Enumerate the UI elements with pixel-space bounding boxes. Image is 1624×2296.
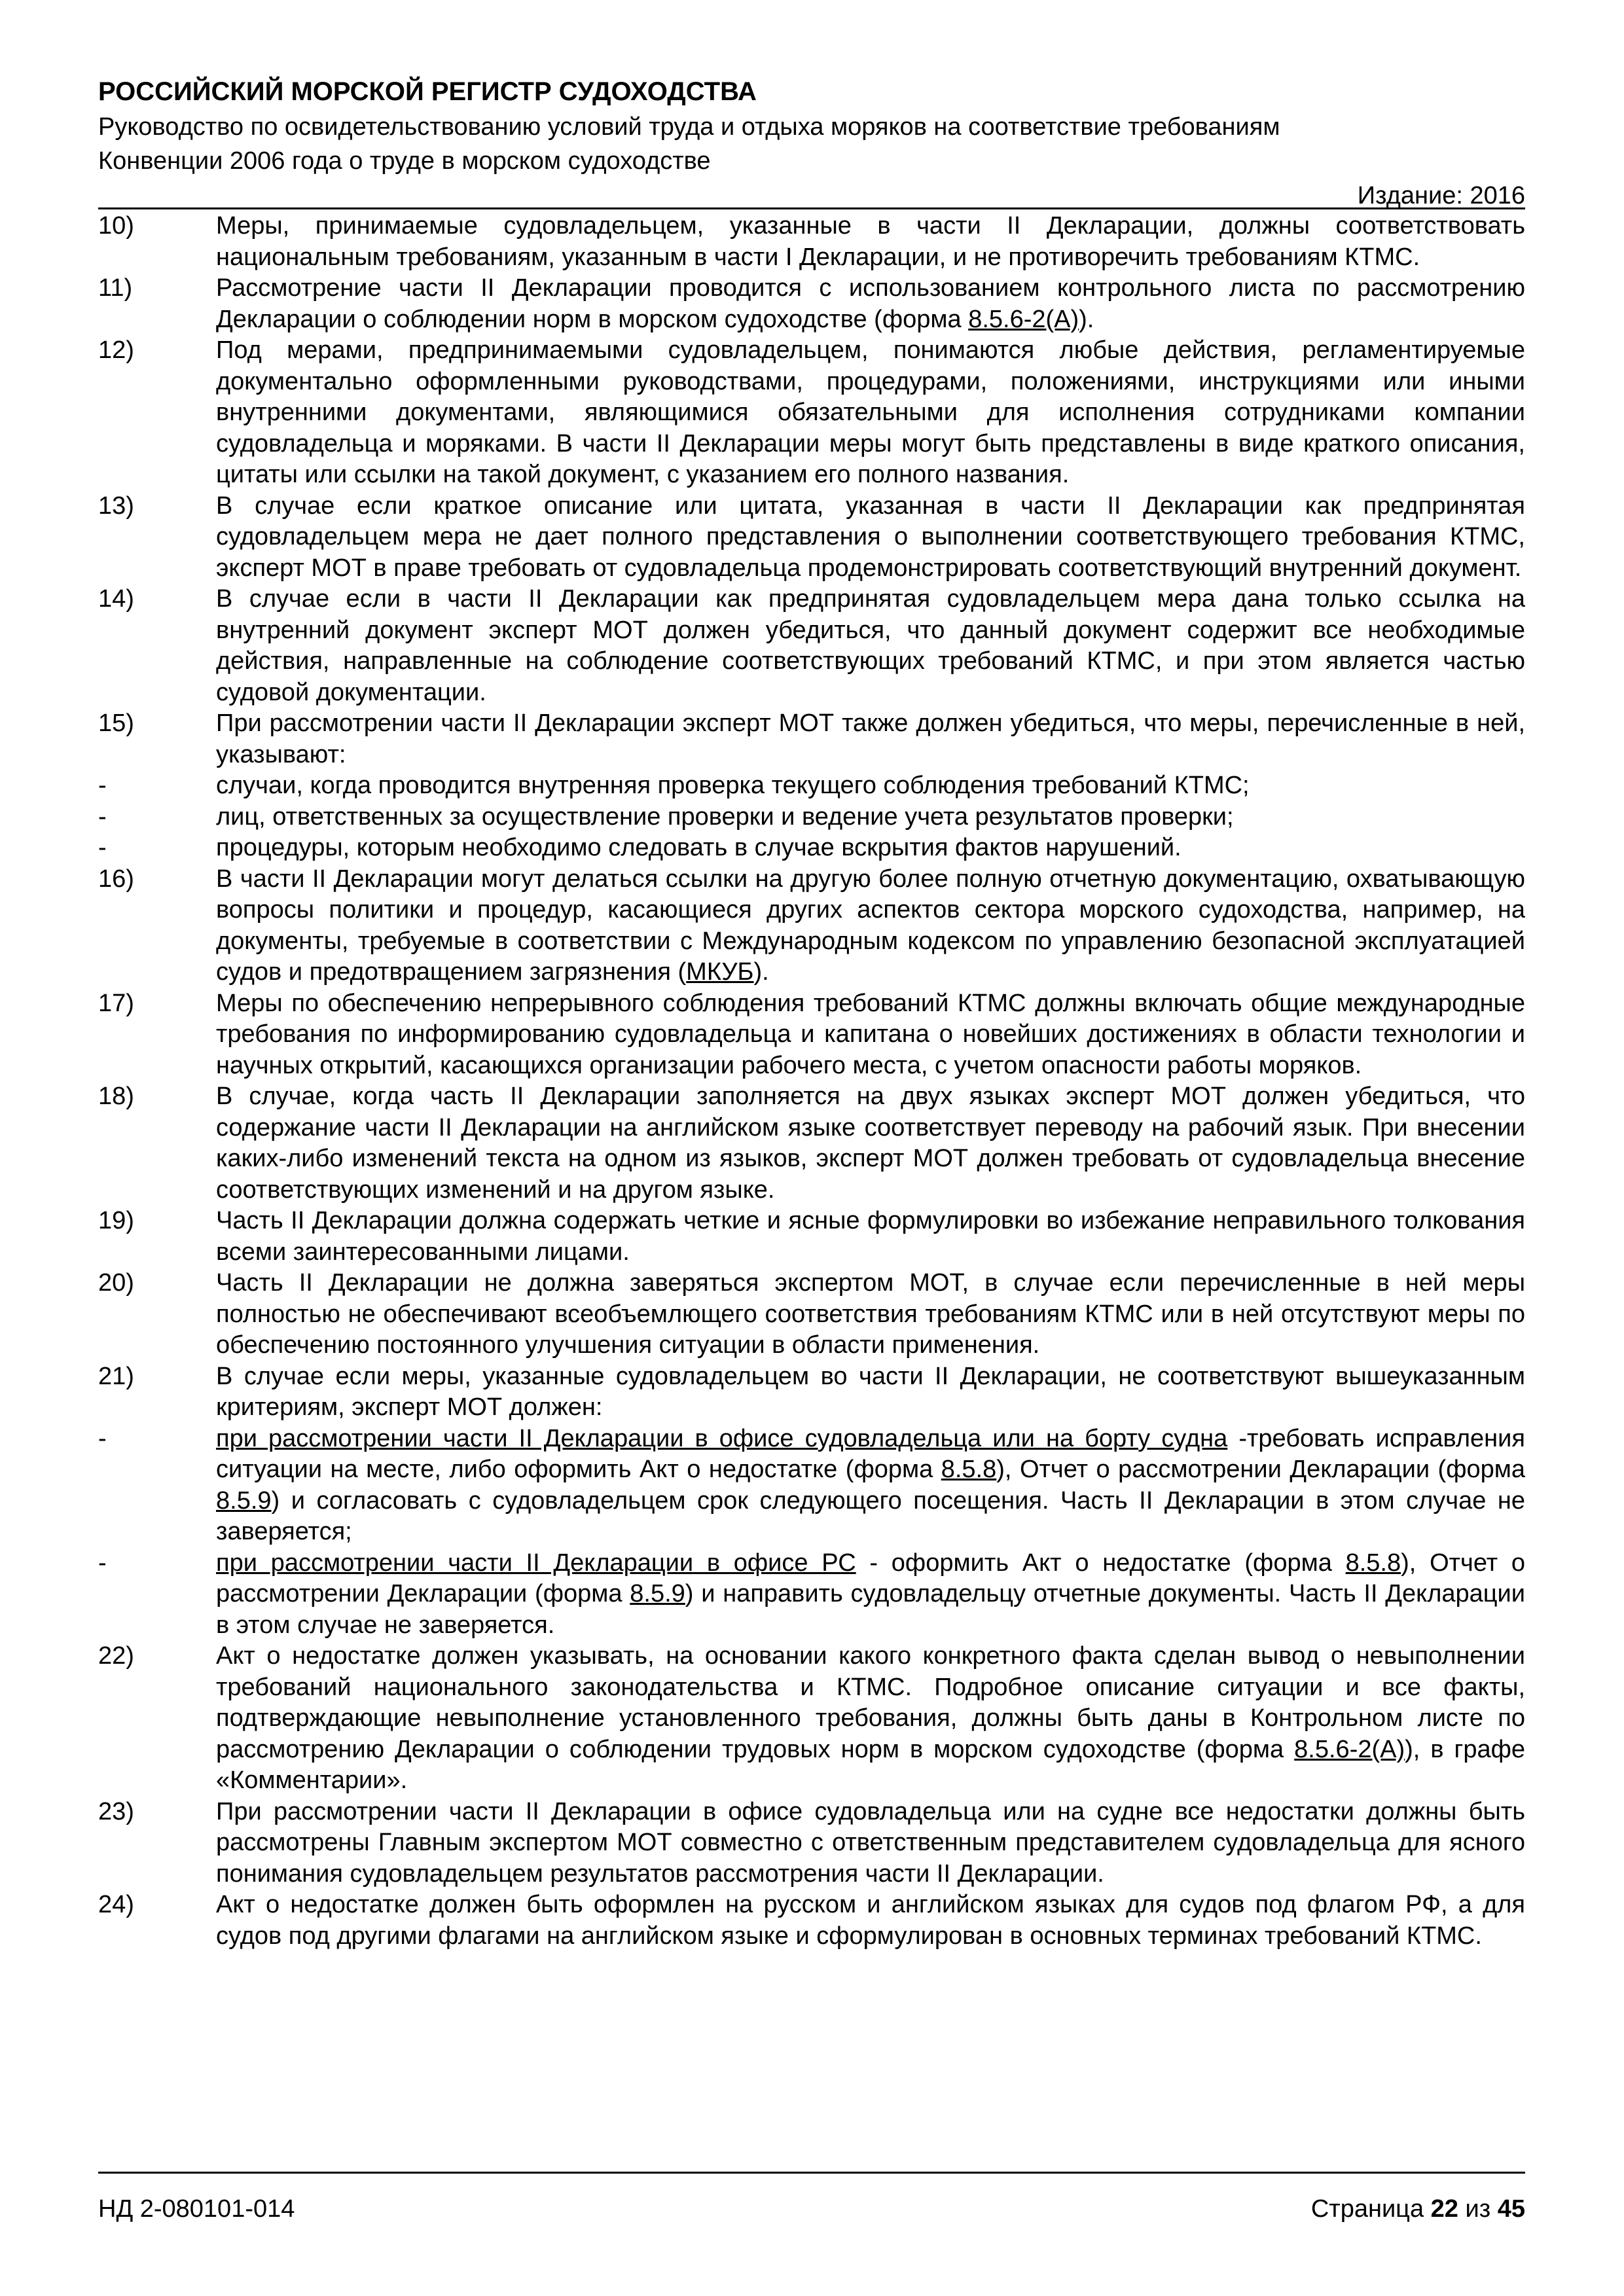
item-number: 20) [98,1269,134,1297]
item-text: В случае, когда часть II Декларации заполняется на двух языках эксперт МОТ должен убедиться, что содержание части II Декларации на английском языке соответствует переводу на рабочий язык. При внесении каких-либо изменений текста на одном из языков, эксперт МОТ должен требовать от судовладельца внесение соответствующих изменений и на другом языке. [216,1083,1525,1204]
item-text: Часть II Декларации не должна заверяться экспертом МОТ, в случае если перечисленные в ней меры полностью не обеспечивают всеобъемлющего соответствия требованиям КТМС или в ней отсутствуют меры по обеспечению постоянного улучшения ситуации в области применения. [216,1269,1525,1359]
item-number: 24) [98,1891,134,1918]
item-text: случаи, когда проводится внутренняя проверка текущего соблюдения требований КТМС; [216,772,1250,799]
list-item-10 [98,211,1525,273]
list-item-18 [98,1081,1525,1206]
item-text: Меры, принимаемые судовладельцем, указанные в части II Декларации, должны соответствовать национальным требованиям, указанным в части I Декларации, и не противоречить требованиям КТМС. [216,212,1525,271]
item-text: При рассмотрении части II Декларации эксперт МОТ также должен убедиться, что меры, перечисленные в ней, указывают: [216,709,1525,768]
bullet-dash: - [98,834,107,861]
item-number: 21) [98,1362,134,1390]
list-item-13 [98,491,1525,584]
bullet-item [98,770,1525,802]
item-number: 12) [98,336,134,364]
item-text: Акт о недостатке должен быть оформлен на русском и английском языках для судов под флагом РФ, а для судов под другими флагами на английском языке и сформулирован в основных терминах требований КТМС. [216,1891,1525,1950]
edition-label: Издание: 2016 [1357,182,1525,209]
item-text: при рассмотрении части II Декларации в офисе судовладельца или на борту судна -требовать исправления ситуации на месте, либо оформить Акт о недостатке (форма 8.5.8), Отчет о рассмотрении Декларации (форма 8.5.9) и согласовать с судовладельцем срок следующего посещения. Часть II Декларации в этом случае не заверяется; [216,1424,1525,1545]
item-text: В части II Декларации могут делаться ссылки на другую более полную отчетную документацию, охватывающую вопросы политики и процедур, касающиеся других аспектов сектора морского судоходства, например, на документы, требуемые в соответствии с Международным кодексом по управлению безопасной эксплуатацией судов и предотвращением загрязнения (МКУБ). [216,865,1525,986]
mkub-link[interactable]: МКУБ [686,958,754,986]
bullet-item [98,1548,1525,1641]
item-text: В случае если в части II Декларации как предпринятая судовладельцем мера дана только ссылка на внутренний документ эксперт МОТ должен убедиться, что данный документ содержит все необходимые действия, направленные на соблюдение соответствующих требований КТМС, и при этом является частью судовой документации. [216,585,1525,706]
list-item-24 [98,1890,1525,1952]
guide-title-line-2: Конвенции 2006 года о труде в морском судоходстве [98,147,711,175]
organization-title: РОССИЙСКИЙ МОРСКОЙ РЕГИСТР СУДОХОДСТВА [98,77,757,106]
form-link-8-5-8[interactable]: 8.5.8 [941,1456,997,1483]
list-item-15 [98,708,1525,770]
item-text: при рассмотрении части II Декларации в офисе РС - оформить Акт о недостатке (форма 8.5.8), Отчет о рассмотрении Декларации (форма 8.5.9) и направить судовладельцу отчетные документы. Часть II Декларации в этом случае не заверяется. [216,1549,1525,1639]
item-text: Рассмотрение части II Декларации проводится с использованием контрольного листа по рассмотрению Декларации о соблюдении норм в морском судоходстве (форма 8.5.6-2(A)). [216,274,1525,333]
list-item-12 [98,335,1525,491]
bullet-item [98,833,1525,864]
item-number: 13) [98,492,134,520]
item-text: Под мерами, предпринимаемыми судовладельцем, понимаются любые действия, регламентируемые документально оформленными руководствами, процедурами, положениями, инструкциями или иными внутренними документами, являющимися обязательными для исполнения сотрудниками компании судовладельца и моряками. В части II Декларации меры могут быть представлены в виде краткого описания, цитаты или ссылки на такой документ, с указанием его полного названия. [216,336,1525,488]
item-text: Меры по обеспечению непрерывного соблюдения требований КТМС должны включать общие международные требования по информированию судовладельца и капитана о новейших достижениях в области технологии и научных открытий, касающихся организации рабочего места, с учетом опасности работы моряков. [216,989,1525,1079]
bullet-dash: - [98,1549,107,1577]
bullet-dash: - [98,1424,107,1452]
bullet-item [98,802,1525,833]
item-text: Акт о недостатке должен указывать, на основании какого конкретного факта сделан вывод о невыполнении требований национального законодательства и КТМС. Подробное описание ситуации и все факты, подтверждающие невыполнение установленного требования, должны быть даны в Контрольном листе по рассмотрению Декларации о соблюдении трудовых норм в морском судоходстве (форма 8.5.6-2(A)), в графе «Комментарии». [216,1642,1526,1794]
item-number: 23) [98,1797,134,1825]
item-text: процедуры, которым необходимо следовать в случае вскрытия фактов нарушений. [216,834,1182,861]
header-divider [98,207,1525,209]
bullet-dash: - [98,772,107,799]
item-text: лиц, ответственных за осуществление проверки и ведение учета результатов проверки; [216,802,1234,831]
item-number: 10) [98,212,134,240]
page-header [98,73,1525,213]
footer-divider [98,2172,1525,2174]
item-number: 16) [98,865,134,893]
item-text: При рассмотрении части II Декларации в офисе судовладельца или на судне все недостатки должны быть рассмотрены Главным экспертом МОТ совместно с ответственным представителем судовладельца для ясного понимания судовладельцем результатов рассмотрения части II Декларации. [216,1797,1525,1888]
document-number: НД 2-080101-014 [98,2195,295,2223]
page-current: 22 [1430,2195,1458,2223]
list-item-23 [98,1797,1525,1890]
item-text: В случае если краткое описание или цитата, указанная в части II Декларации как предпринятая судовладельцем мера не дает полного представления о выполнении соответствующего требования КТМС, эксперт МОТ в праве требовать от судовладельца продемонстрировать соответствующий внутренний документ. [216,492,1525,582]
form-link-8-5-6-2a[interactable]: 8.5.6-2(A) [1294,1735,1405,1763]
form-link-8-5-6-2a[interactable]: 8.5.6-2(A) [968,305,1079,333]
item-number: 14) [98,585,134,613]
item-number: 15) [98,709,134,737]
item-number: 18) [98,1083,134,1110]
item-number: 19) [98,1207,134,1234]
underlined-phrase: при рассмотрении части II Декларации в офисе судовладельца или на борту судна [216,1424,1228,1452]
item-number: 22) [98,1642,134,1670]
item-text: Часть II Декларации должна содержать четкие и ясные формулировки во избежание неправильного толкования всеми заинтересованными лицами. [216,1207,1525,1266]
list-item-22 [98,1641,1525,1797]
form-link-8-5-9[interactable]: 8.5.9 [630,1580,685,1607]
page-total: 45 [1497,2195,1525,2223]
list-item-16 [98,864,1525,988]
guide-title-line-1: Руководство по освидетельствованию условий труда и отдыха моряков на соответствие требованиям [98,113,1280,141]
page-word: Страница [1310,2195,1424,2223]
list-item-21 [98,1361,1525,1424]
item-number: 17) [98,989,134,1017]
item-text: В случае если меры, указанные судовладельцем во части II Декларации, не соответствуют вышеуказанным критериям, эксперт МОТ должен: [216,1362,1525,1421]
list-item-11 [98,273,1525,335]
page-counter [1311,2193,1525,2225]
bullet-item [98,1424,1525,1548]
underlined-phrase: при рассмотрении части II Декларации в офисе РС [216,1549,856,1577]
list-item-17 [98,988,1525,1082]
item-number: 11) [98,274,133,302]
page-of: из [1465,2195,1491,2223]
document-body [98,211,1525,1952]
bullet-dash: - [98,802,107,831]
list-item-14 [98,584,1525,708]
form-link-8-5-9[interactable]: 8.5.9 [216,1486,272,1515]
list-item-20 [98,1268,1525,1361]
form-link-8-5-8[interactable]: 8.5.8 [1345,1549,1401,1577]
list-item-19 [98,1206,1525,1268]
